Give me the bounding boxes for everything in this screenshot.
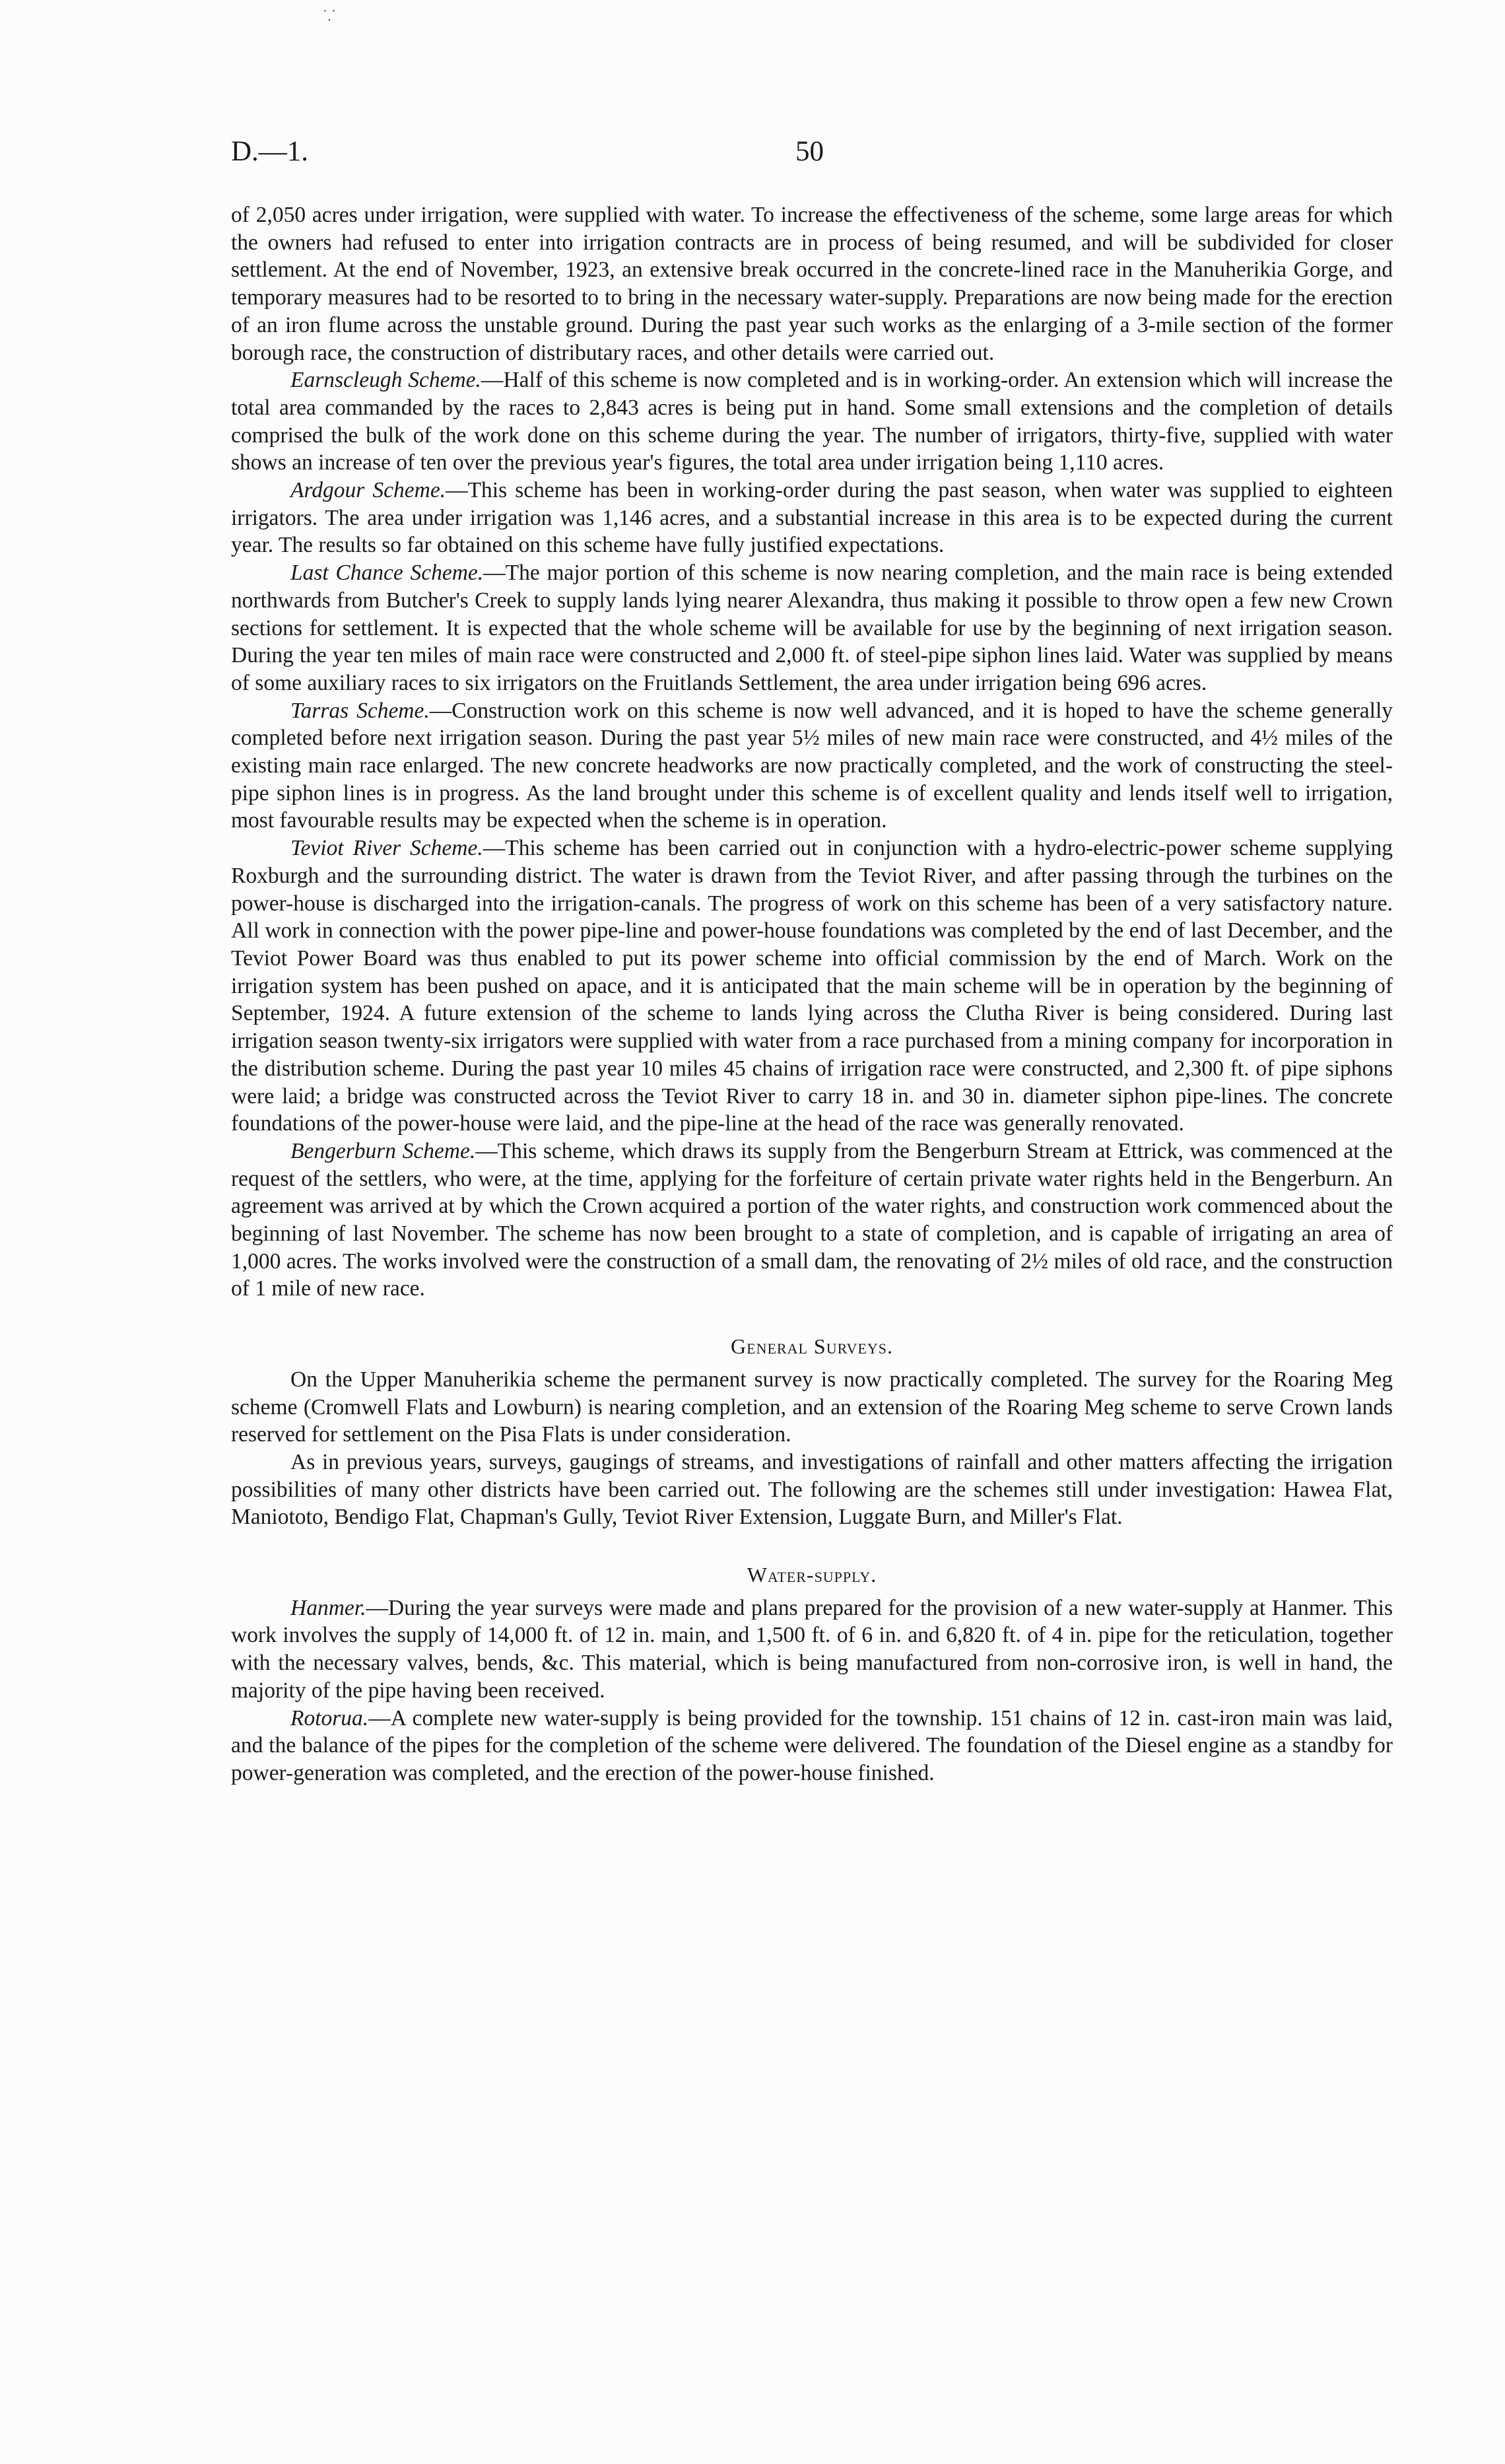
scheme-text: —This scheme, which draws its supply from the Bengerburn Stream at Ettrick, was commenced at the request of the settlers, who were, at the time, applying for the forfeiture of certain private water rights held in the Bengerburn. An agreement was arrived at by which the Crown acquired a portion of the water rights, and construction work commenced about the beginning of last November. The scheme has now been brought to a state of completion, and is capable of irrigating an area of 1,000 acres. The works involved were the construction of a small dam, the renovating of 2½ miles of old race, and the construction of 1 mile of new race. — [231, 1138, 1393, 1301]
page-body — [231, 201, 1393, 1787]
paragraph-investigations: As in previous years, surveys, gaugings of streams, and investigations of rainfall and other matters affecting the irrigation possibilities of many other districts have been carried out. The following are the schemes still under investigation: Hawea Flat, Maniototo, Bendigo Flat, Chapman's Gully, Teviot River Extension, Luggate Burn, and Miller's Flat. — [231, 1449, 1393, 1530]
scheme-title: Last Chance Scheme. — [290, 561, 484, 586]
paragraph-hanmer — [231, 1594, 1393, 1705]
place-text: —A complete new water-supply is being provided for the township. 151 chains of 12 in. cast-iron main was laid, and the balance of the pipes for the completion of the scheme were delivered. The foundation of the Diesel engine as a standby for power-generation was completed, and the erection of the power-house finished. — [231, 1705, 1393, 1785]
opening-paragraph: of 2,050 acres under irrigation, were supplied with water. To increase the effectiveness of the scheme, some large areas for which the owners had refused to enter into irrigation contracts are in process of being resumed, and will be subdivided for closer settlement. At the end of November, 1923, an extensive break occurred in the concrete-lined race in the Manuherikia Gorge, and temporary measures had to be resorted to to bring in the necessary water-supply. Preparations are now being made for the erection of an iron flume across the unstable ground. During the past year such works as the enlarging of a 3-mile section of the former borough race, the construction of distributary races, and other details were carried out. — [231, 203, 1393, 365]
paragraph-upper-manuherikia: On the Upper Manuherikia scheme the permanent survey is now practically completed. The survey for the Roaring Meg scheme (Cromwell Flats and Lowburn) is nearing completion, and an extension of the Roaring Meg scheme to serve Crown lands reserved for settlement on the Pisa Flats is under consideration. — [231, 1367, 1393, 1447]
scheme-text: —Half of this scheme is now completed and is in working-order. An extension which will increase the total area commanded by the races to 2,843 acres is being put in hand. Some small extensions and the completion of details comprised the bulk of the work done on this scheme during the year. The number of irrigators, thirty-five, supplied with water shows an increase of ten over the previous year's figures, the total area under irrigation being 1,110 acres. — [231, 368, 1393, 475]
scheme-title: Tarras Scheme. — [290, 698, 430, 723]
paragraph-ardgour — [231, 477, 1393, 559]
document-reference: D.—1. — [231, 136, 309, 167]
paragraph-earnscleugh — [231, 366, 1393, 477]
place-title: Hanmer. — [290, 1595, 366, 1620]
scan-mark: ⸪ — [323, 7, 336, 24]
place-title: Rotorua. — [290, 1705, 369, 1730]
section-heading-water-supply: Water-supply. — [747, 1563, 877, 1587]
scheme-title: Earnscleugh Scheme. — [290, 368, 481, 393]
paragraph-rotorua — [231, 1705, 1393, 1787]
section-heading-general-surveys: General Surveys. — [731, 1334, 893, 1359]
scheme-text: —Construction work on this scheme is now well advanced, and it is hoped to have the scheme generally completed before next irrigation season. During the past year 5½ miles of new main race were constructed, and 4½ miles of the existing main race enlarged. The new concrete headworks are now practically completed, and the work of constructing the steel-pipe siphon lines is in progress. As the land brought under this scheme is of excellent quality and lends itself well to irrigation, most favourable results may be expected when the scheme is in operation. — [231, 698, 1393, 833]
scheme-text: —This scheme has been carried out in conjunction with a hydro-electric-power scheme supplying Roxburgh and the surrounding district. The water is drawn from the Teviot River, and after passing through the turbines on the power-house is discharged into the irrigation-canals. The progress of work on this scheme has been of a very satisfactory nature. All work in connection with the power pipe-line and power-house foundations was completed by the end of last December, and the Teviot Power Board was thus enabled to put its power scheme into official commission by the end of March. Work on the irrigation system has been pushed on apace, and it is anticipated that the main scheme will be in operation by the beginning of September, 1924. A future extension of the scheme to lands lying across the Clutha River is being considered. During last irrigation season twenty-six irrigators were supplied with water from a race purchased from a mining company for incorporation in the distribution scheme. During the past year 10 miles 45 chains of irrigation race were constructed, and 2,300 ft. of pipe siphons were laid; a bridge was constructed across the Teviot River to carry 18 in. and 30 in. diameter siphon pipe-lines. The concrete foundations of the power-house were laid, and the pipe-line at the head of the race was generally renovated. — [231, 836, 1393, 1136]
paragraph-bengerburn — [231, 1138, 1393, 1303]
paragraph-tarras — [231, 697, 1393, 835]
scheme-text: —The major portion of this scheme is now nearing completion, and the main race is being extended northwards from Butcher's Creek to supply lands lying nearer Alexandra, thus making it possible to throw open a few new Crown sections for settlement. It is expected that the whole scheme will be available for use by the beginning of next irrigation season. During the year ten miles of main race were constructed and 2,000 ft. of steel-pipe siphon lines laid. Water was supplied by means of some auxiliary races to six irrigators on the Fruitlands Settlement, the area under irrigation being 696 acres. — [231, 561, 1393, 695]
scheme-title: Ardgour Scheme. — [290, 478, 446, 503]
scheme-text: —This scheme has been in working-order during the past season, when water was supplied to eighteen irrigators. The area under irrigation was 1,146 acres, and a substantial increase in this area is to be expected during the current year. The results so far obtained on this scheme have fully justified expectations. — [231, 478, 1393, 558]
page-header — [231, 135, 1393, 182]
paragraph-last-chance — [231, 559, 1393, 697]
paragraph-teviot — [231, 835, 1393, 1138]
scheme-title: Bengerburn Scheme. — [290, 1138, 476, 1163]
scheme-title: Teviot River Scheme. — [290, 836, 483, 861]
place-text: —During the year surveys were made and plans prepared for the provision of a new water-supply at Hanmer. This work involves the supply of 14,000 ft. of 12 in. main, and 1,500 ft. of 6 in. and 6,820 ft. of 4 in. pipe for the reticulation, together with the necessary valves, bends, &c. This material, which is being manufactured from non-corrosive iron, is well in hand, the majority of the pipe having been received. — [231, 1595, 1393, 1703]
page-number: 50 — [795, 136, 824, 167]
